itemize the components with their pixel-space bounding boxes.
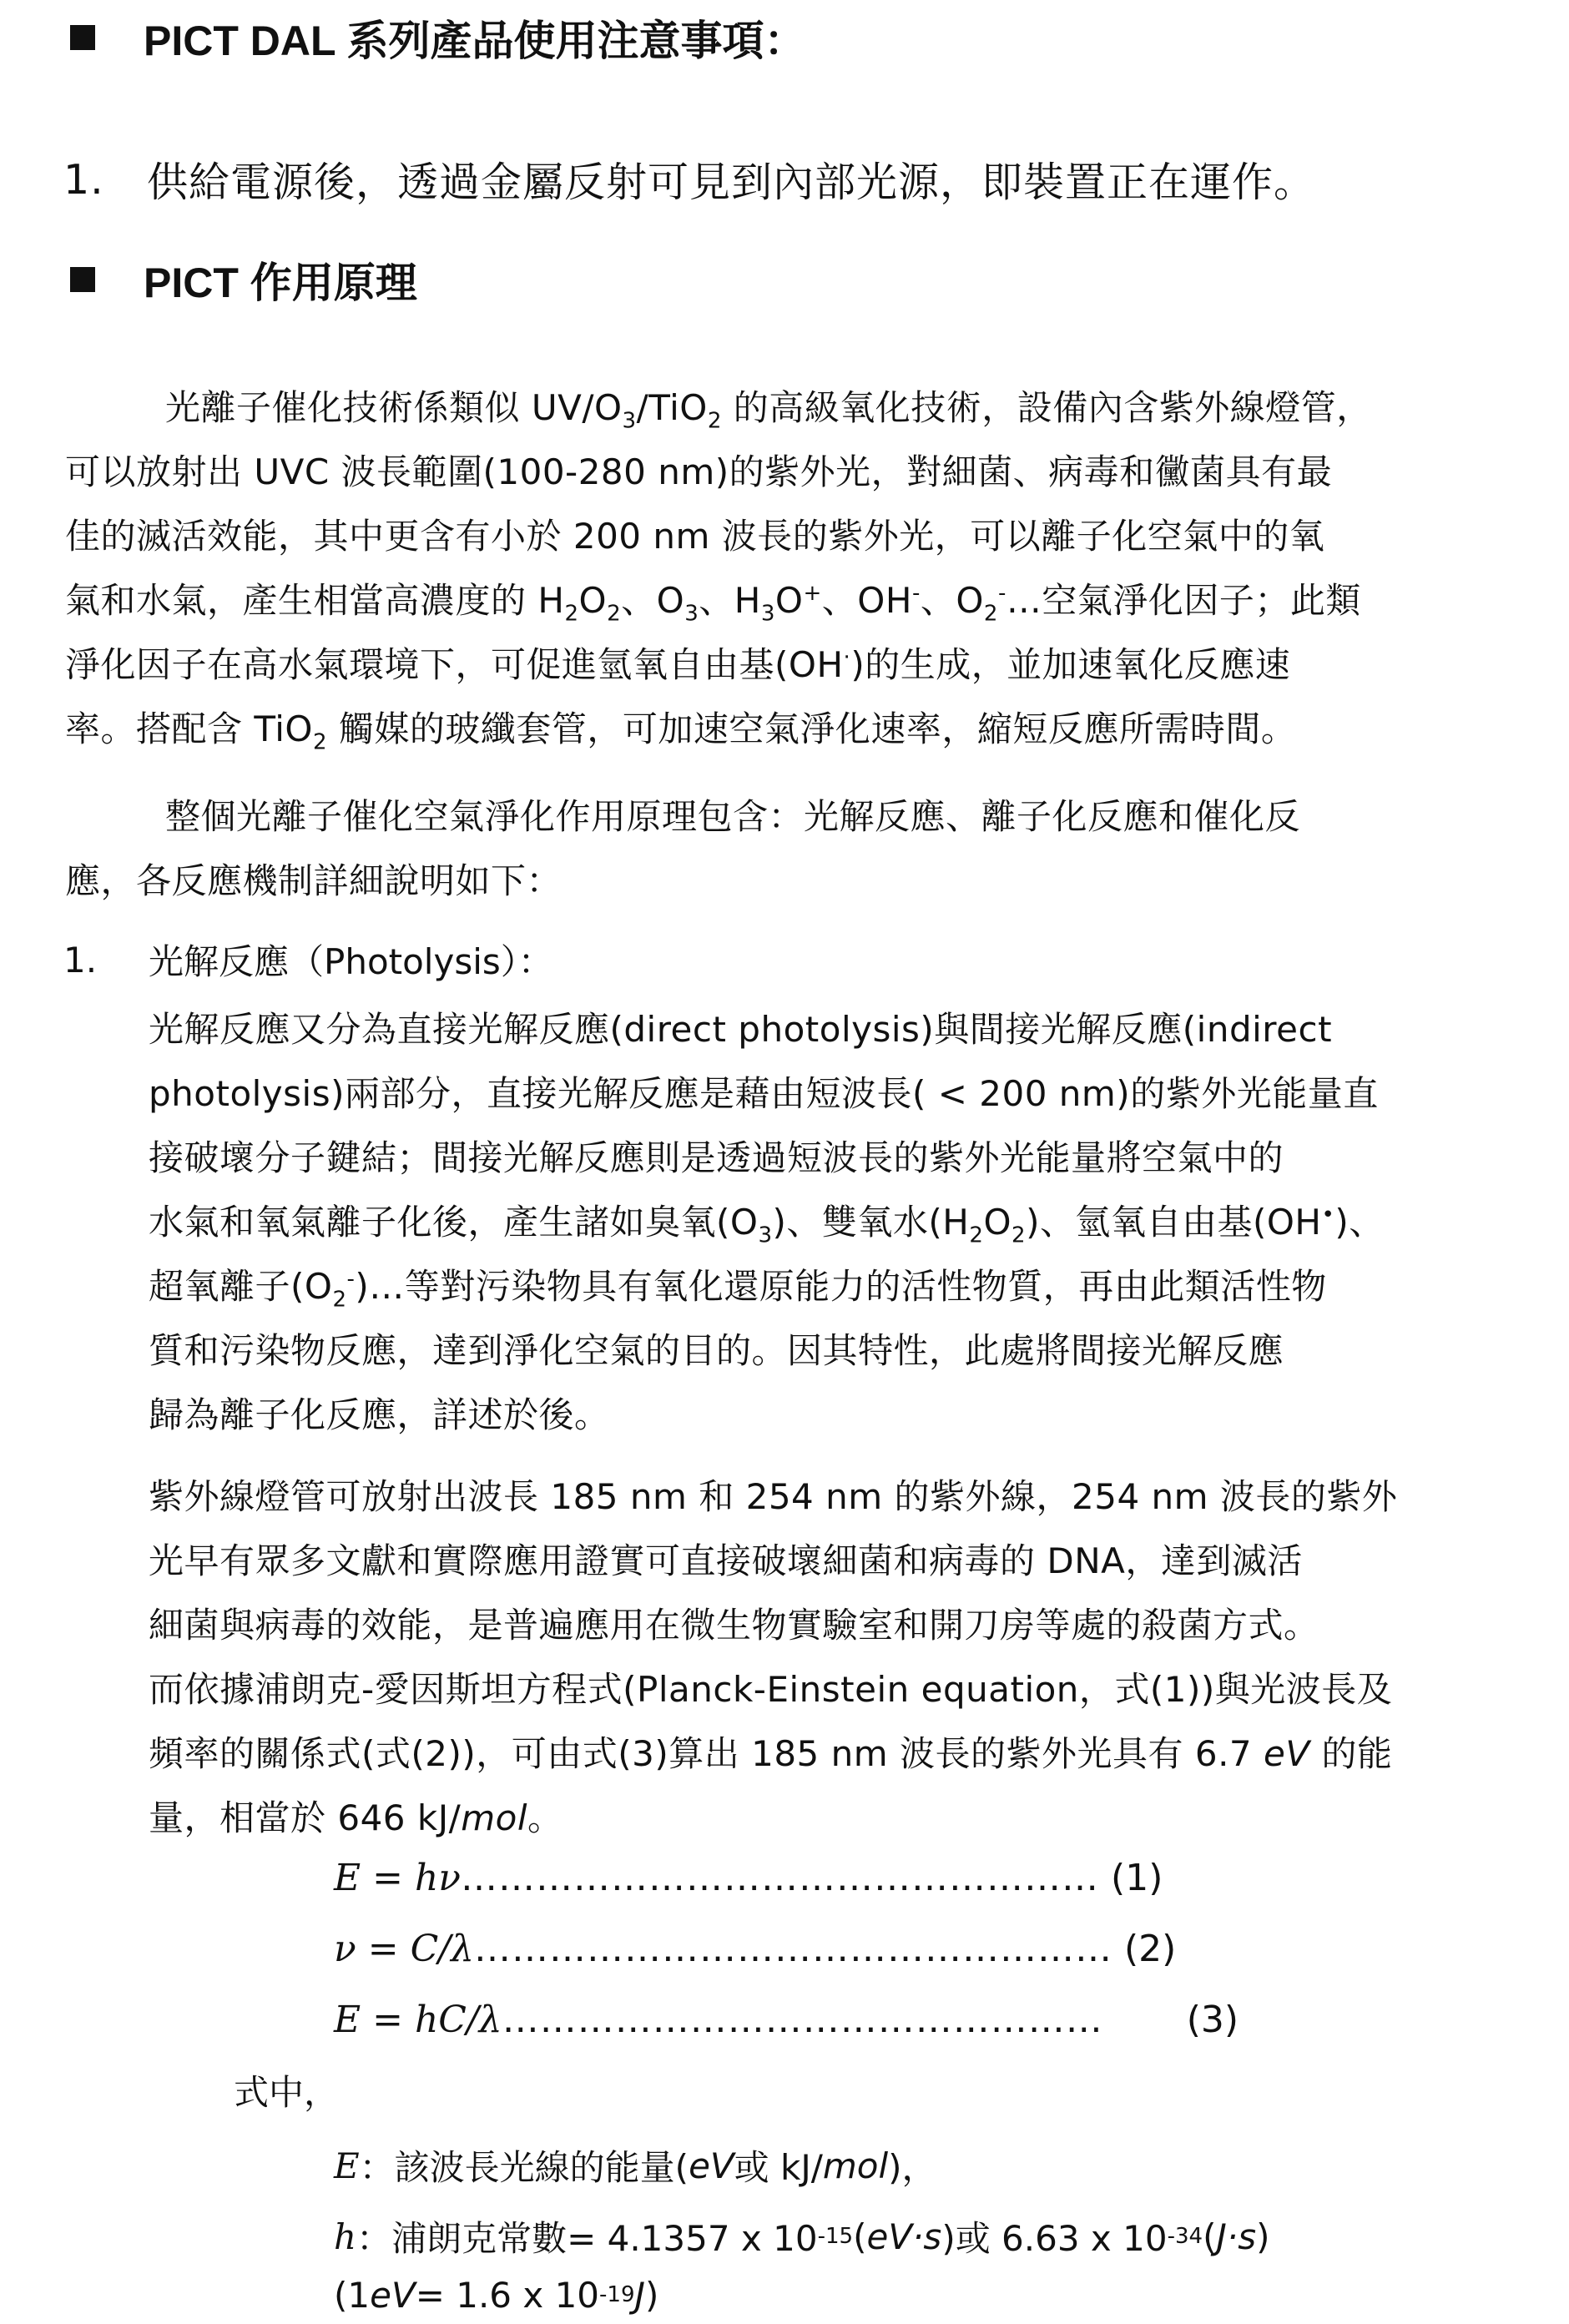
heading-text: PICT 作用原理 [144,260,417,306]
heading-text: PICT DAL 系列產品使用注意事項： [144,18,806,64]
text-line: 率。搭配含 TiO$_2$ 觸媒的玻纖套管，可加速空氣淨化速率，縮短反應所需時間。 [65,708,1297,755]
equation-formula: ν = C/λ [334,1927,474,1970]
text-line: 氣和水氣，產生相當高濃度的 $H_2O_2$、$O_3$、$H_3O^+$、OH-、$O_2^-\dots$空氣淨化因子；此類 [65,580,1361,627]
square-bullet-icon [70,267,95,292]
photolysis-subheading [63,930,553,989]
text-line: 整個光離子催化空氣淨化作用原理包含：光解反應、離子化反應和催化反 [165,796,1301,837]
equation-2 [334,1919,1176,1978]
equation-leader: …………………………………………… [461,1856,1100,1899]
text-line: 淨化因子在高水氣環境下，可促進氫氧自由基(OH·)的生成，並加速氧化反應速 [65,644,1291,685]
usage-note-item-1 [63,150,1315,209]
definition-planck-constant: h ：浦朗克常數= 4.1357 x 10 -15 ( eV·s )或 6.63 x 10 -34 ( J·s ) [334,2216,1270,2259]
text-line: 光解反應又分為直接光解反應(direct photolysis)與間接光解反應(indirect [149,1009,1333,1050]
equation-formula: E = hC/λ [334,1998,502,2041]
text-line: 頻率的關係式(式(2))，可由式(3)算出 185 nm 波長的紫外光具有 6.7 eV 的能 [149,1733,1393,1774]
item-number: 1. [63,155,104,204]
text-line: 應，各反應機制詳細說明如下： [65,860,563,901]
text-line: 可以放射出 UVC 波長範圍(100-280 nm)的紫外光，對細菌、病毒和黴菌具有最 [65,451,1333,492]
text-line: 紫外線燈管可放射出波長 185 nm 和 254 nm 的紫外線，254 nm 波長的紫外 [149,1476,1398,1517]
equation-leader: …………………………………………… [473,1927,1112,1970]
photolysis-paragraph [149,997,1542,1447]
text-line: 細菌與病毒的效能，是普遍應用在微生物實驗室和開刀房等處的殺菌方式。 [149,1605,1319,1646]
text-line: 量，相當於 646 kJ/mol。 [149,1797,563,1838]
text-line: photolysis)兩部分，直接光解反應是藉由短波長( < 200 nm)的紫外光能量直 [149,1073,1379,1114]
equation-number: (1) [1111,1856,1163,1899]
definition-energy: E ：該波長光線的能量( eV 或 kJ/ mol )， [334,2145,937,2188]
principle-paragraph-2 [65,784,1534,913]
where-label: 式中， [234,2072,340,2113]
equation-formula: E = hν [334,1856,462,1899]
item-number: 1. [63,939,98,981]
text-line: 質和污染物反應，達到淨化空氣的目的。因其特性，此處將間接光解反應 [149,1330,1284,1371]
item-text: 供給電源後，透過金屬反射可見到內部光源，即裝置正在運作。 [147,159,1316,206]
text-line: 而依據浦朗克-愛因斯坦方程式(Planck-Einstein equation，式(1))與光波長及 [149,1669,1393,1710]
equation-number: (3) [1186,1998,1239,2041]
equation-number: (2) [1123,1927,1177,1970]
text-line: 佳的滅活效能，其中更含有小於 200 nm 波長的紫外光，可以離子化空氣中的氧 [65,516,1325,557]
definition-ev-conversion: (1 eV = 1.6 x 10 -19 J ) [334,2274,659,2316]
text-line: 光離子催化技術係類似 $UV/O_3/TiO_2$ 的高級氧化技術，設備內含紫外線燈管， [165,387,1372,434]
text-line: 光早有眾多文獻和實際應用證實可直接破壞細菌和病毒的 DNA，達到滅活 [149,1540,1303,1581]
text-line: 接破壞分子鍵結；間接光解反應則是透過短波長的紫外光能量將空氣中的 [149,1137,1284,1178]
text-line: 歸為離子化反應，詳述於後。 [149,1394,610,1435]
equation-1 [334,1848,1163,1907]
text-line: 水氣和氧氣離子化後，產生諸如臭氧$(O_3)$、雙氧水$(H_2O_2)$、氫氧自由基(OH•)、 [149,1202,1385,1248]
equation-leader: ………………………………………… [502,1998,1103,2041]
equation-3 [334,1990,1239,2049]
section-heading-usage-notes [58,8,806,67]
uv-energy-paragraph [149,1464,1542,1850]
square-bullet-icon [70,25,95,50]
item-text: 光解反應（Photolysis）： [149,941,553,982]
section-heading-principle [58,250,417,309]
text-line: 超氧離子$(O_2^-)\dots$等對污染物具有氧化還原能力的活性物質，再由此類活性物 [149,1266,1327,1313]
principle-paragraph-1 [65,376,1534,761]
